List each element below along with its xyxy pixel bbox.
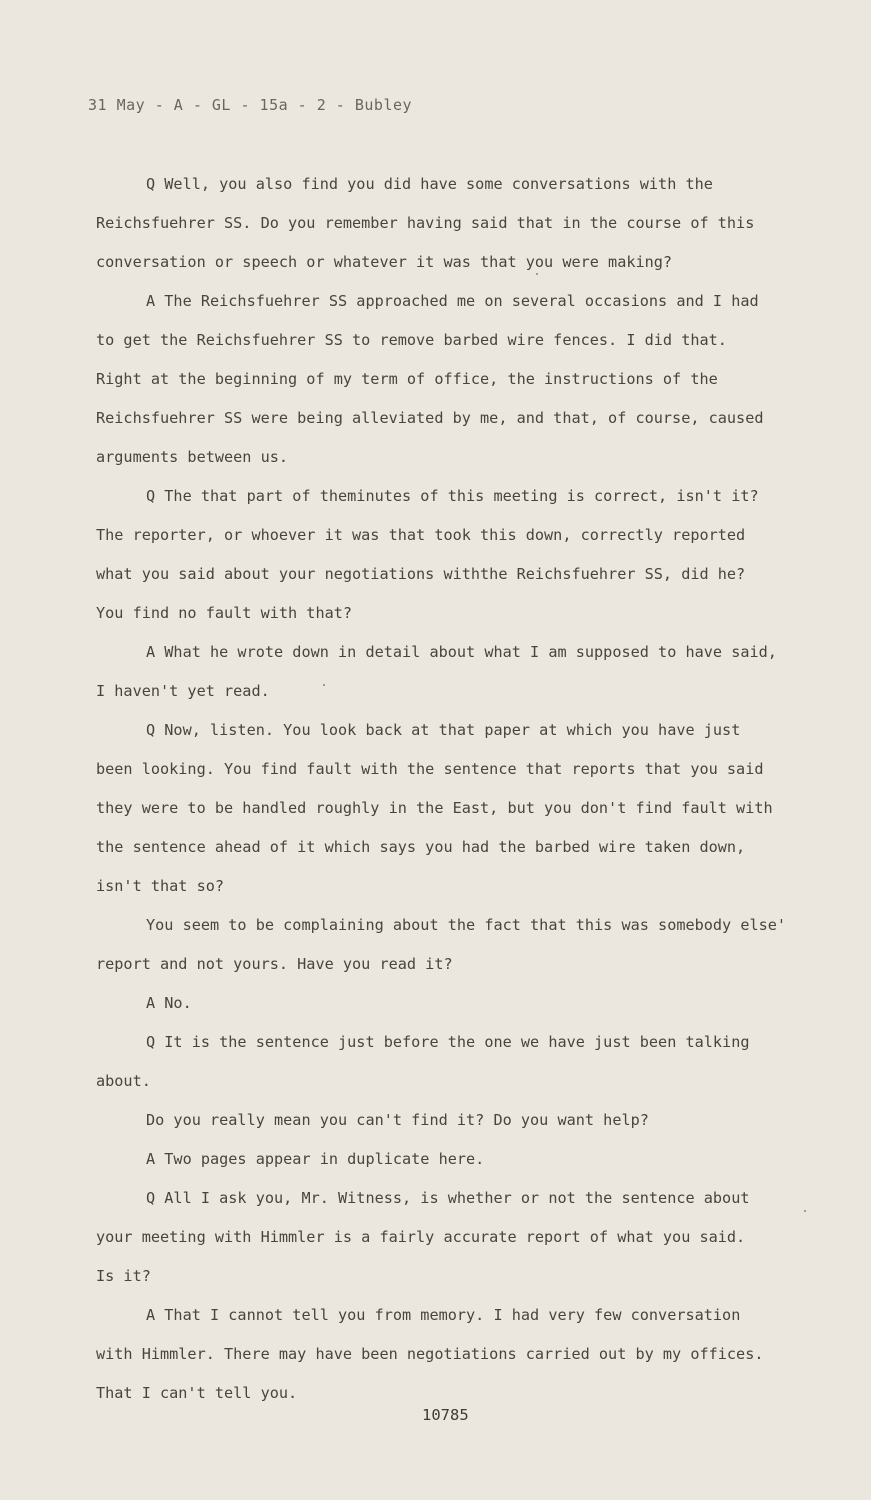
paper-speck bbox=[323, 684, 325, 686]
transcript-line: Is it? bbox=[96, 1267, 151, 1285]
transcript-line: Reichsfuehrer SS. Do you remember having said that in the course of this bbox=[96, 214, 755, 232]
transcript-line: Right at the beginning of my term of office, the instructions of the bbox=[96, 370, 718, 388]
transcript-line: with Himmler. There may have been negotiations carried out by my offices. bbox=[96, 1345, 764, 1363]
transcript-line: Reichsfuehrer SS were being alleviated by me, and that, of course, caused bbox=[96, 409, 764, 427]
transcript-line: to get the Reichsfuehrer SS to remove barbed wire fences. I did that. bbox=[96, 331, 727, 349]
transcript-body bbox=[96, 165, 826, 1413]
transcript-line: You seem to be complaining about the fact that this was somebody else' bbox=[146, 916, 787, 934]
transcript-line: That I can't tell you. bbox=[96, 1384, 298, 1402]
transcript-line: the sentence ahead of it which says you had the barbed wire taken down, bbox=[96, 838, 746, 856]
transcript-line: your meeting with Himmler is a fairly accurate report of what you said. bbox=[96, 1228, 746, 1246]
transcript-line: arguments between us. bbox=[96, 448, 289, 466]
paper-speck bbox=[536, 273, 538, 275]
transcript-line: A What he wrote down in detail about what I am supposed to have said, bbox=[146, 643, 777, 661]
transcript-line: conversation or speech or whatever it was that you were making? bbox=[96, 253, 673, 271]
transcript-line: You find no fault with that? bbox=[96, 604, 353, 622]
transcript-line: Q It is the sentence just before the one we have just been talking bbox=[146, 1033, 750, 1051]
transcript-line: I haven't yet read. bbox=[96, 682, 270, 700]
transcript-line: what you said about your negotiations withthe Reichsfuehrer SS, did he? bbox=[96, 565, 746, 583]
transcript-line: The reporter, or whoever it was that took this down, correctly reported bbox=[96, 526, 746, 544]
transcript-line: A No. bbox=[146, 994, 192, 1012]
paper-speck bbox=[804, 1210, 806, 1212]
transcript-line: A Two pages appear in duplicate here. bbox=[146, 1150, 485, 1168]
transcript-line: Q Well, you also find you did have some conversations with the bbox=[146, 175, 713, 193]
transcript-line: isn't that so? bbox=[96, 877, 225, 895]
transcript-line: report and not yours. Have you read it? bbox=[96, 955, 453, 973]
transcript-line: A That I cannot tell you from memory. I had very few conversation bbox=[146, 1306, 741, 1324]
transcript-line: about. bbox=[96, 1072, 151, 1090]
transcript-line: been looking. You find fault with the sentence that reports that you said bbox=[96, 760, 764, 778]
transcript-line: they were to be handled roughly in the East, but you don't find fault with bbox=[96, 799, 773, 817]
page-number: 10785 bbox=[422, 1406, 469, 1424]
transcript-line: Q Now, listen. You look back at that paper at which you have just bbox=[146, 721, 741, 739]
page-header-reference: 31 May - A - GL - 15a - 2 - Bubley bbox=[88, 96, 413, 114]
transcript-line: Q All I ask you, Mr. Witness, is whether or not the sentence about bbox=[146, 1189, 750, 1207]
transcript-line: Q The that part of theminutes of this meeting is correct, isn't it? bbox=[146, 487, 759, 505]
transcript-line: Do you really mean you can't find it? Do you want help? bbox=[146, 1111, 649, 1129]
transcript-line: A The Reichsfuehrer SS approached me on several occasions and I had bbox=[146, 292, 759, 310]
